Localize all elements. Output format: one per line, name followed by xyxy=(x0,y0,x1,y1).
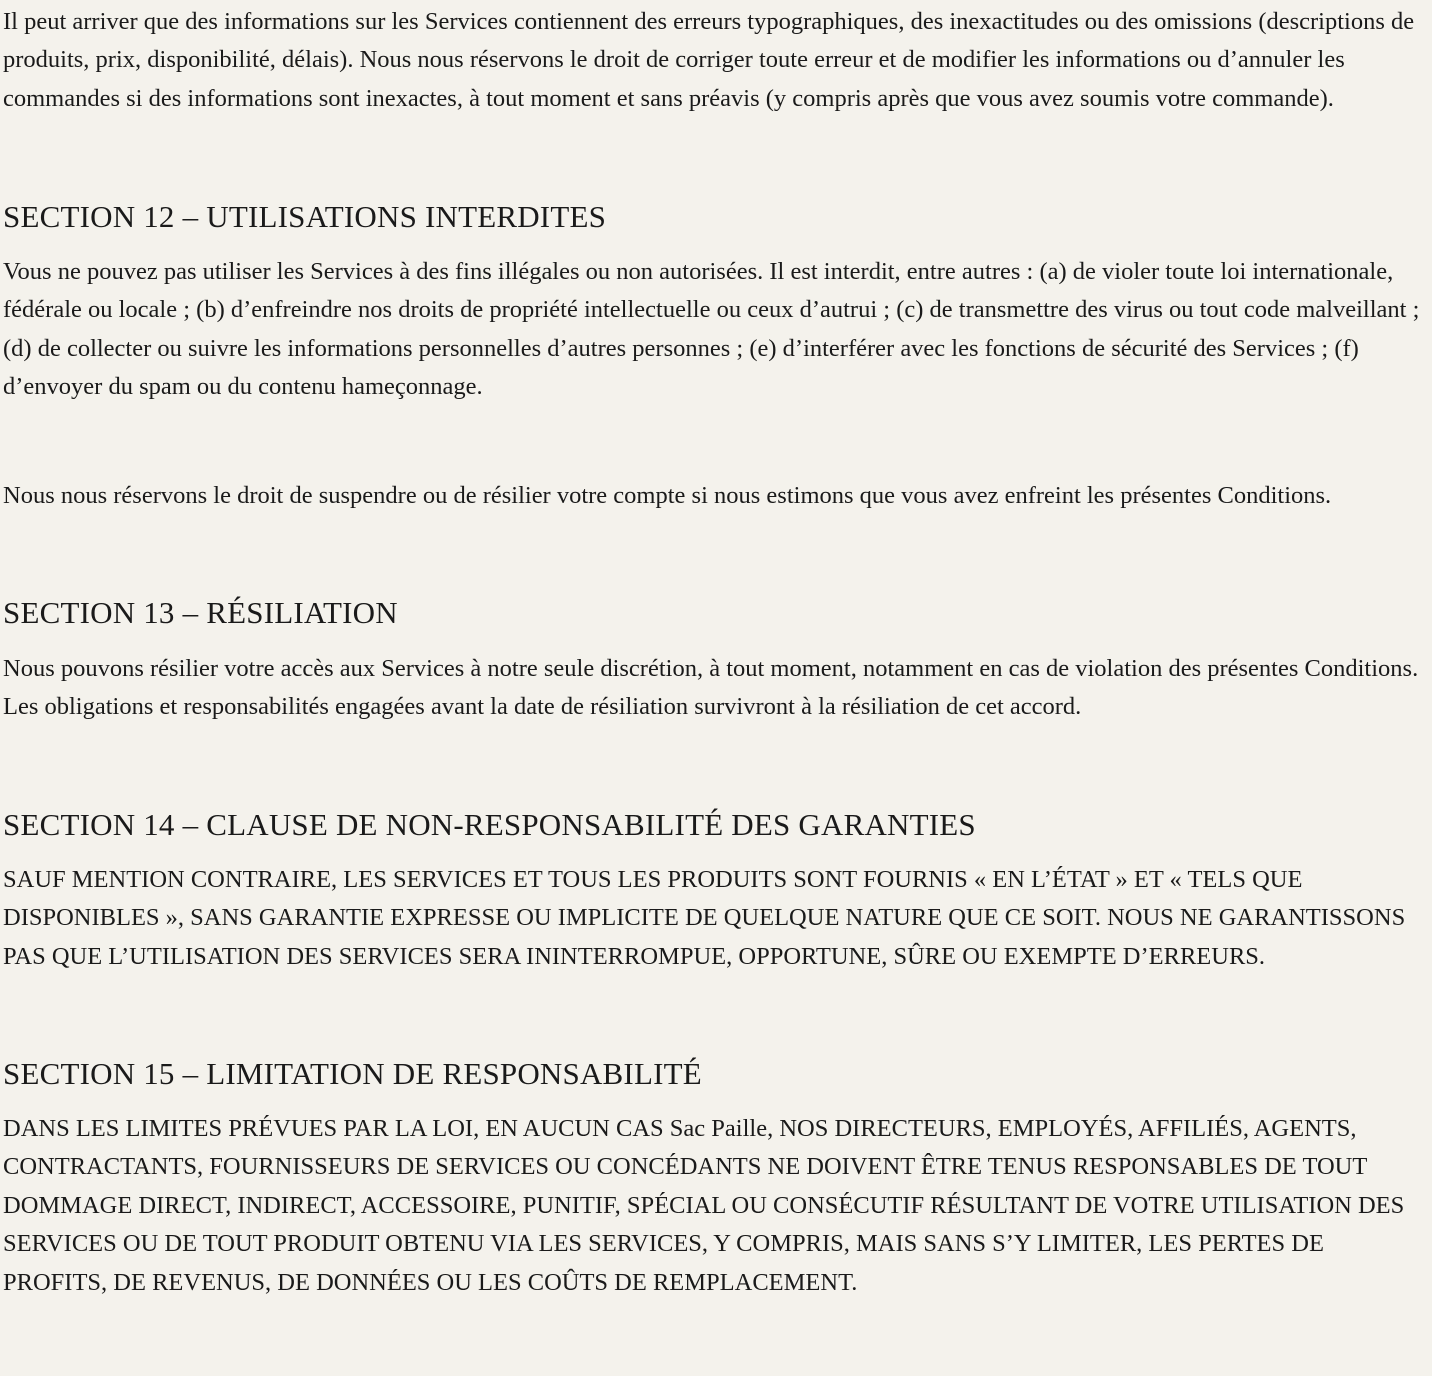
section-12-paragraph-2: Nous nous réservons le droit de suspendre ou de résilier votre compte si nous estimons que vous avez enfreint les présentes Conditions. xyxy=(3,482,1332,509)
section-14-title: SECTION 14 – CLAUSE DE NON-RESPONSABILITÉ DES GARANTIES xyxy=(3,807,976,842)
section-15-title: SECTION 15 – LIMITATION DE RESPONSABILITÉ xyxy=(3,1056,702,1091)
section-12-title: SECTION 12 – UTILISATIONS INTERDITES xyxy=(3,199,607,234)
section-12-paragraph-1: Vous ne pouvez pas utiliser les Services à des fins illégales ou non autorisées. Il est interdit, entre autres : (a) de violer toute loi internationale, fédérale ou locale ; (b) d’enfreindre nos droits de propriété intellectuelle ou ceux d’autrui ; (c) de transmettre des virus ou tout code malveillant ; (d) de collecter ou suivre les informations personnelles d’autres personnes ; (e) d’interférer avec les fonctions de sécurité des Services ; (f) d’envoyer du spam ou du contenu hameçonnage. xyxy=(3,258,1420,401)
section-13-paragraph: Nous pouvons résilier votre accès aux Services à notre seule discrétion, à tout moment, notamment en cas de violation des présentes Conditions. Les obligations et responsabilités engagées avant la date de résiliation survivront à la résiliation de cet accord. xyxy=(3,655,1419,721)
section-13-title: SECTION 13 – RÉSILIATION xyxy=(3,595,398,630)
intro-paragraph: Il peut arriver que des informations sur les Services contiennent des erreurs typographiques, des inexactitudes ou des omissions (descriptions de produits, prix, disponibilité, délais). Nous nous réservons le droit de corriger toute erreur et de modifier les informations ou d’annuler les commandes si des informations sont inexactes, à tout moment et sans préavis (y compris après que vous avez soumis votre commande). xyxy=(3,8,1415,112)
section-15-paragraph: DANS LES LIMITES PRÉVUES PAR LA LOI, EN AUCUN CAS Sac Paille, NOS DIRECTEURS, EMPLOYÉS, AFFILIÉS, AGENTS, CONTRACTANTS, FOURNISSEURS DE SERVICES OU CONCÉDANTS NE DOIVENT ÊTRE TENUS RESPONSABLES DE TOUT DOMMAGE DIRECT, INDIRECT, ACCESSOIRE, PUNITIF, SPÉCIAL OU CONSÉCUTIF RÉSULTANT DE VOTRE UTILISATION DES SERVICES OU DE TOUT PRODUIT OBTENU VIA LES SERVICES, Y COMPRIS, MAIS SANS S’Y LIMITER, LES PERTES DE PROFITS, DE REVENUS, DE DONNÉES OU LES COÛTS DE REMPLACEMENT. xyxy=(3,1115,1405,1296)
section-14-paragraph: SAUF MENTION CONTRAIRE, LES SERVICES ET TOUS LES PRODUITS SONT FOURNIS « EN L’ÉTAT » ET « TELS QUE DISPONIBLES », SANS GARANTIE EXPRESSE OU IMPLICITE DE QUELQUE NATURE QUE CE SOIT. NOUS NE GARANTISSONS PAS QUE L’UTILISATION DES SERVICES SERA ININTERROMPUE, OPPORTUNE, SÛRE OU EXEMPTE D’ERREURS. xyxy=(3,866,1406,970)
